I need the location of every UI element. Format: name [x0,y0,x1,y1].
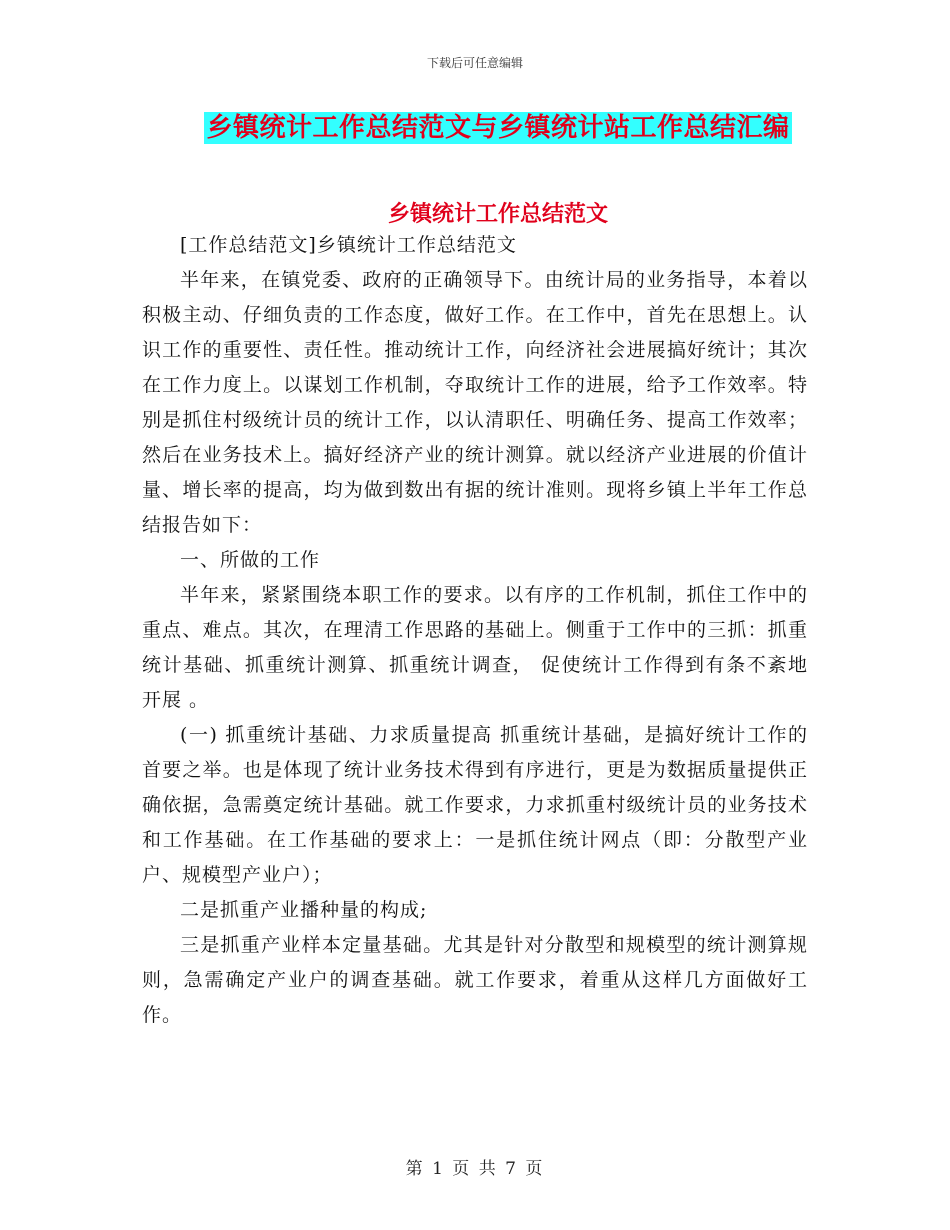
main-title-container [0,112,950,144]
paragraph: 一、所做的工作 [180,549,321,571]
section-title: 乡镇统计工作总结范文 [387,202,608,227]
paragraph: 半年来，在镇党委、政府的正确领导下。由统计局的业务指导，本着以积极主动、仔细负责的工作态度，做好工作。在工作中，首先在思想上。认识工作的重要性、责任性。推动统计工作，向经济社会进展搞好统计；其次在工作力度上。以谋划工作机制，夺取统计工作的进展，给予工作效率。特别是抓住村级统计员的统计工作，以认清职任、明确任务、提高工作效率；然后在业务技术上。搞好经济产业的统计测算。就以经济产业进展的价值计量、增长率的提高，均为做到数出有据的统计准则。现将乡镇上半年工作总结报告如下： [142,269,808,536]
main-title: 乡镇统计工作总结范文与乡镇统计站工作总结汇编 [206,113,790,143]
paragraph: 二是抓重产业播种量的构成; [180,899,428,921]
document-body [142,228,808,1033]
paragraph: 半年来，紧紧围绕本职工作的要求。以有序的工作机制，抓住工作中的重点、难点。其次，在理清工作思路的基础上。侧重于工作中的三抓：抓重统计基础、抓重统计测算、抓重统计调查， 促使统计工作得到有条不紊地开展 。 [142,584,808,711]
page-footer: 第 1 页 共 7 页 [405,1159,545,1179]
paragraph: 三是抓重产业样本定量基础。尤其是针对分散型和规模型的统计测算规则，急需确定产业户的调查基础。就工作要求，着重从这样几方面做好工作。 [142,934,808,1026]
paragraph: [工作总结范文]乡镇统计工作总结范文 [180,234,517,256]
page-header-note: 下载后可任意编辑 [426,56,523,70]
paragraph: (一) 抓重统计基础、力求质量提高 抓重统计基础，是搞好统计工作的首要之举。也是体现了统计业务技术得到有序进行，更是为数据质量提供正确依据，急需奠定统计基础。就工作要求，力求抓重村级统计员的业务技术和工作基础。在工作基础的要求上：一是抓住统计网点（即：分散型产业户、规模型产业户）； [142,724,808,886]
